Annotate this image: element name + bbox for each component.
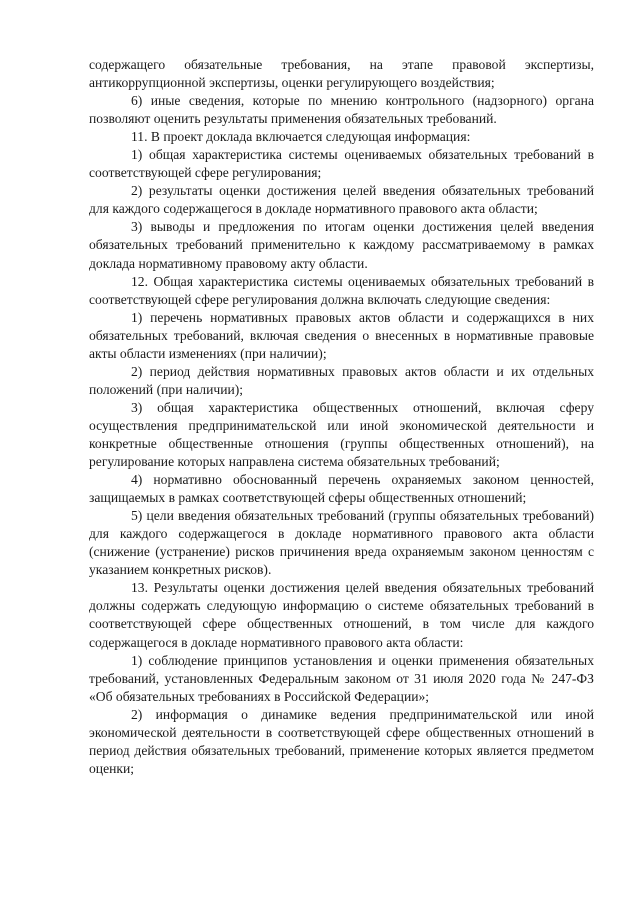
paragraph-12-item-5: 5) цели введения обязательных требований (группы обязательных требований) для каждого содержащегося в докладе нормативного правового акта области (снижение (устранение) рисков причинения вреда охраняемым законом ценностям с указанием конкретных рисков).: [89, 508, 594, 578]
document-page: [89, 56, 594, 778]
paragraph-13-item-2: 2) информация о динамике ведения предпринимательской или иной экономической деятельности в соответствующей сфере общественных отношений в период действия обязательных требований, применение которых является предметом оценки;: [89, 706, 594, 776]
paragraph-section-11: 11. В проект доклада включается следующая информация:: [131, 129, 471, 145]
paragraph-continuation: содержащего обязательные требования, на этапе правовой экспертизы, антикоррупционной экспертизы, оценки регулирующего воздействия;: [89, 57, 594, 91]
paragraph-section-13: 13. Результаты оценки достижения целей введения обязательных требований должны содержать следующую информацию о системе обязательных требований в соответствующей сфере общественных отношений, в том числе для каждого содержащегося в докладе нормативного правового акта области:: [89, 580, 594, 650]
paragraph-12-item-3: 3) общая характеристика общественных отношений, включая сферу осуществления предпринимательской или иной экономической деятельности и конкретные общественные отношения (группы общественных отношений), на регулирование которых направлена система обязательных требований;: [89, 399, 594, 470]
paragraph-section-12: 12. Общая характеристика системы оцениваемых обязательных требований в соответствующей сфере регулирования должна включать следующие сведения:: [89, 273, 594, 307]
paragraph-12-item-1: 1) перечень нормативных правовых актов области и содержащихся в них обязательных требований, включая сведения о внесенных в нормативные правовые акты области изменениях (при наличии);: [89, 309, 594, 361]
paragraph-11-item-2: 2) результаты оценки достижения целей введения обязательных требований для каждого содержащегося в докладе нормативного правового акта области;: [89, 183, 594, 217]
paragraph-12-item-4: 4) нормативно обоснованный перечень охраняемых законом ценностей, защищаемых в рамках соответствующей сферы общественных отношений;: [89, 472, 594, 506]
paragraph-item-6: 6) иные сведения, которые по мнению контрольного (надзорного) органа позволяют оценить результаты применения обязательных требований.: [89, 93, 594, 127]
paragraph-11-item-1: 1) общая характеристика системы оцениваемых обязательных требований в соответствующей сфере регулирования;: [89, 147, 594, 181]
paragraph-11-item-3: 3) выводы и предложения по итогам оценки достижения целей введения обязательных требований применительно к каждому рассматриваемому в рамках доклада нормативному правовому акту области.: [89, 219, 594, 271]
paragraph-12-item-2: 2) период действия нормативных правовых актов области и их отдельных положений (при наличии);: [89, 363, 594, 397]
paragraph-13-item-1: 1) соблюдение принципов установления и оценки применения обязательных требований, установленных Федеральным законом от 31 июля 2020 года № 247-ФЗ «Об обязательных требованиях в Российской Федерации»;: [89, 652, 594, 704]
